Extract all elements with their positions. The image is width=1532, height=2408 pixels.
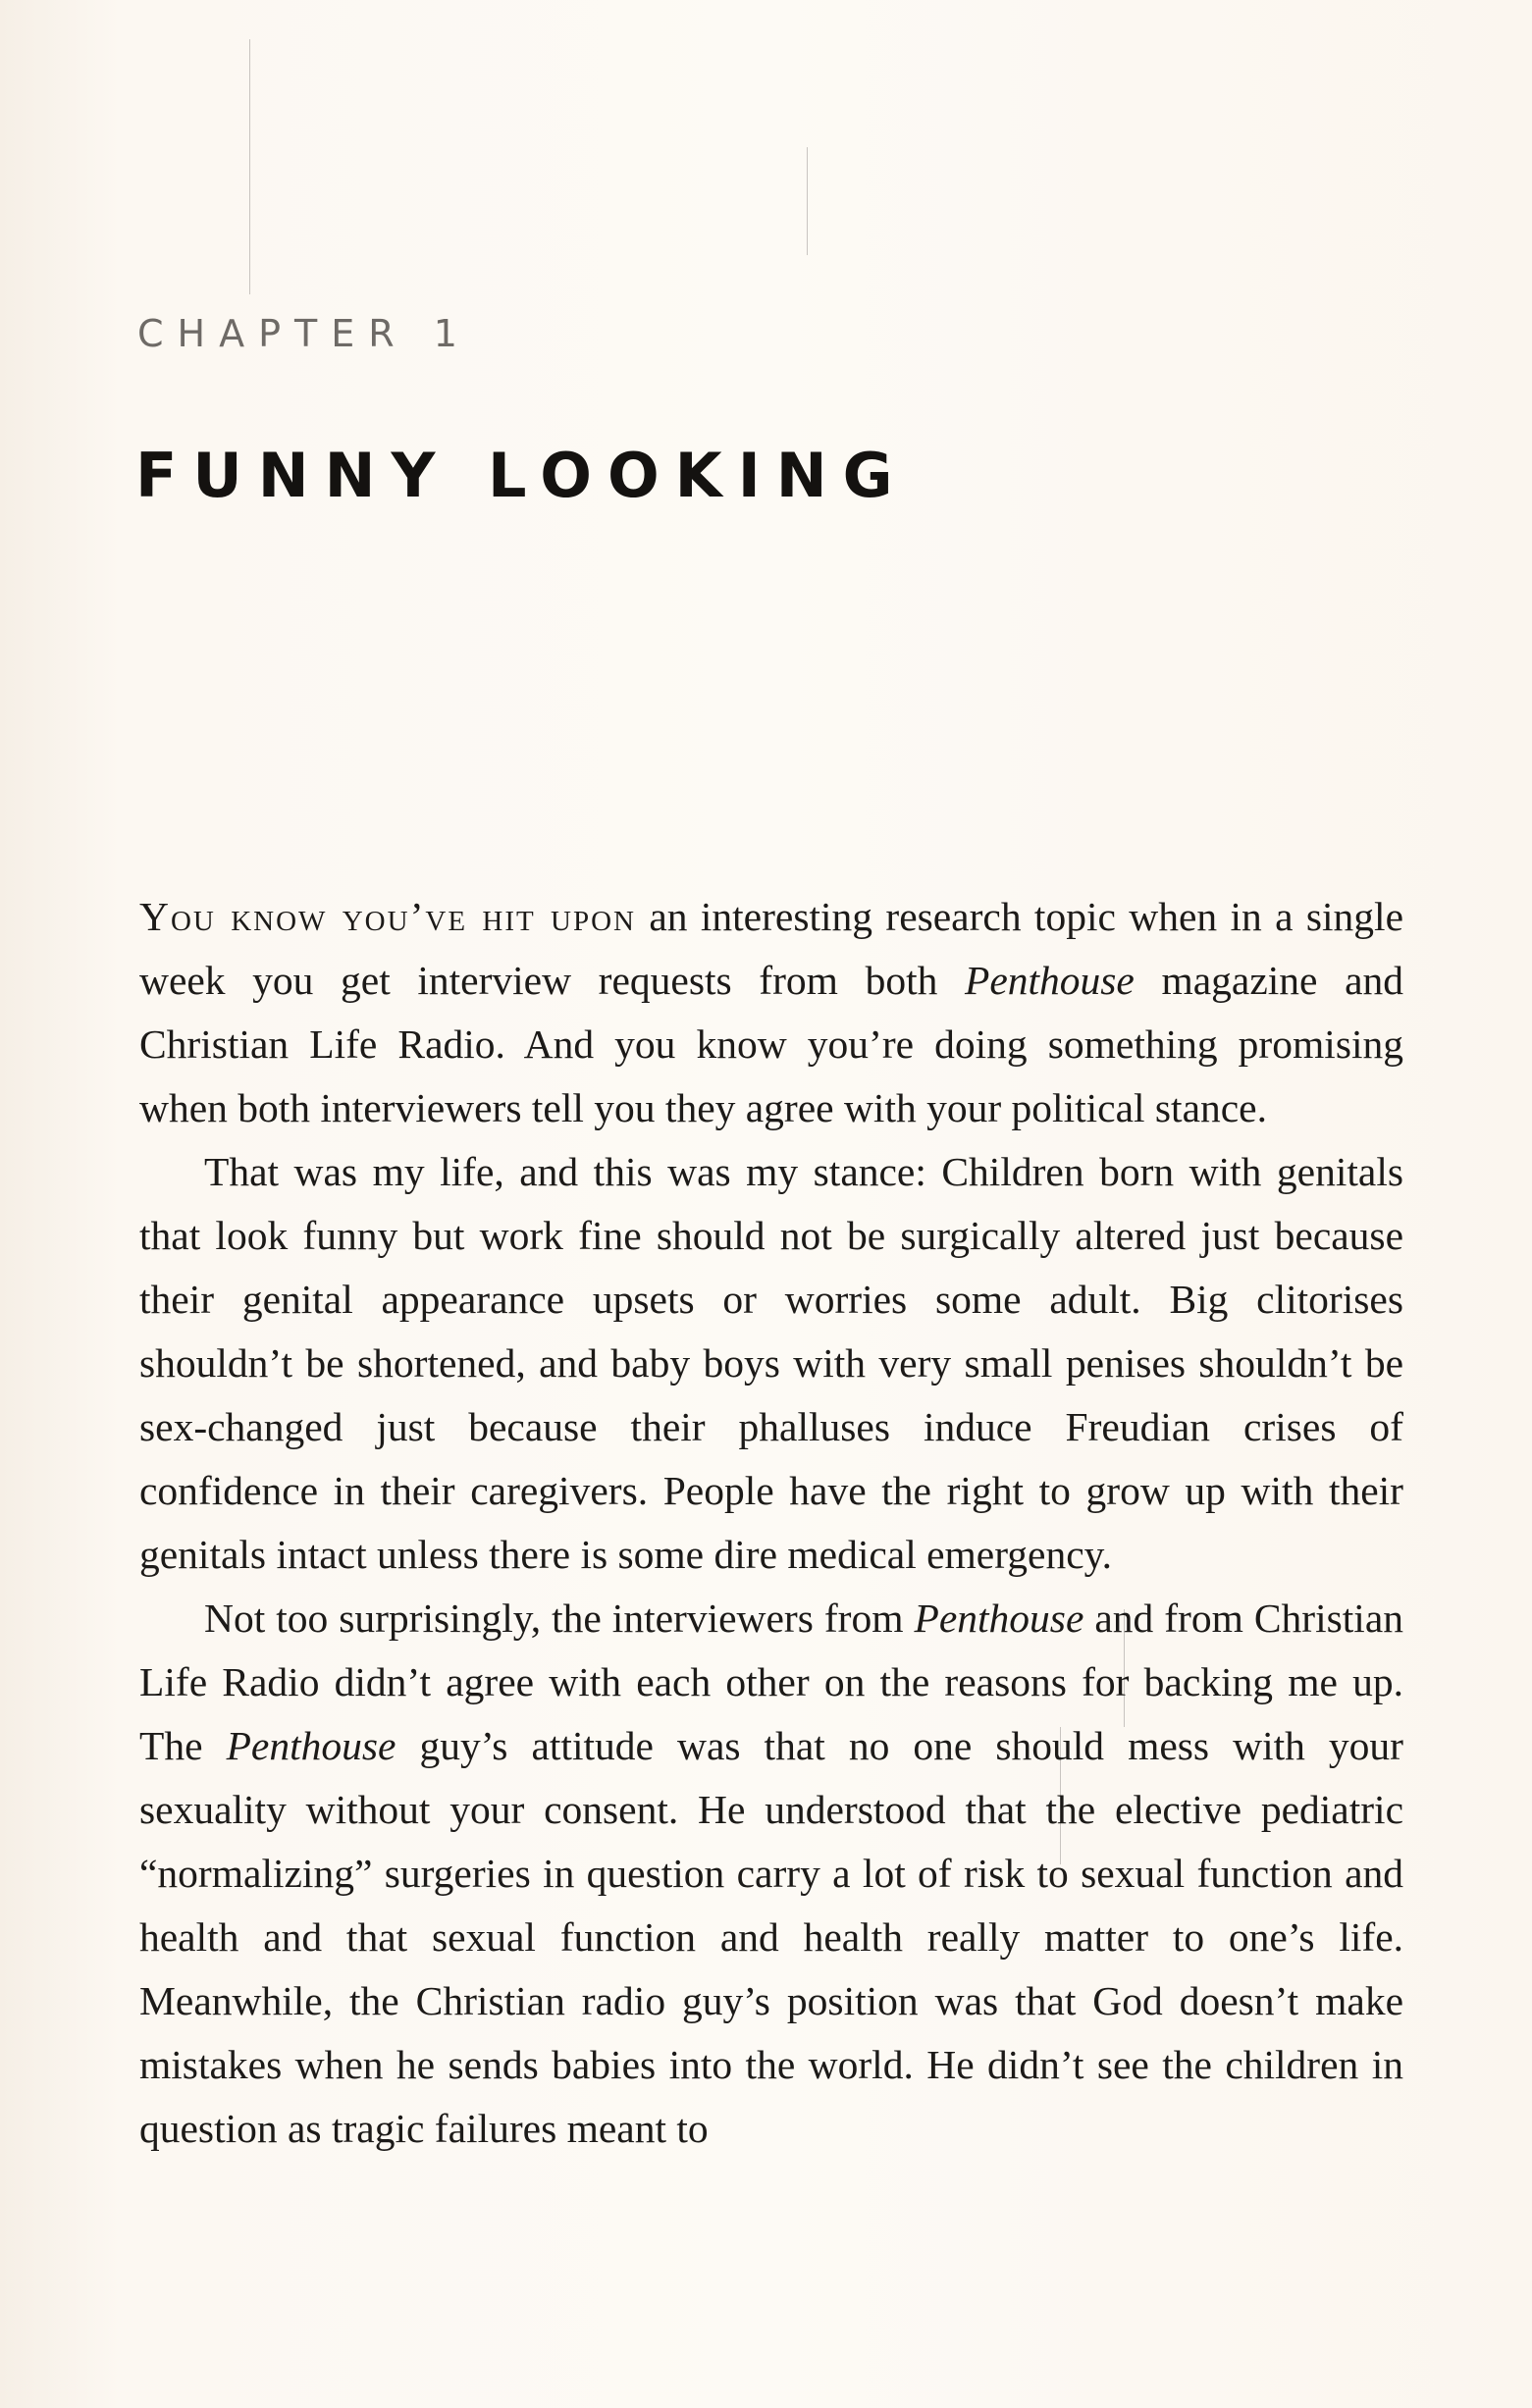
body-paragraph (139, 1140, 1403, 1587)
chapter-body (139, 885, 1403, 2161)
italic-text: Penthouse (226, 1723, 396, 1768)
paragraph-text: guy’s attitude was that no one should mess with your sexuality without your consent. He understood that the elective pediatric “normalizing” surgeries in question carry a lot of risk to sexual function and health and that sexual function and health really matter to one’s life. Meanwhile, the Christian radio guy’s position was that God doesn’t make mistakes when he sends babies into the world. He didn’t see the children in question as tragic failures meant to (139, 1723, 1404, 2151)
scan-artifact-line (249, 39, 250, 294)
chapter-title: FUNNY LOOKING (135, 440, 909, 511)
body-paragraph (139, 1587, 1403, 2161)
paragraph-text: magazine and Christian Life Radio. And you know you’re doing something promising when both interviewers tell you they agree with your political stance. (139, 958, 1403, 1130)
italic-text: Penthouse (964, 958, 1135, 1003)
paragraph-lead-in: You know you’ve hit upon (139, 894, 636, 939)
paragraph-text: and from Christian Life Radio didn’t agree with each other on the reasons for backing me up. The (139, 1596, 1404, 1768)
body-paragraph (139, 885, 1403, 1140)
paragraph-text: That was my life, and this was my stance: Children born with genitals that look funny but work fine should not be surgically altered just because their genital appearance upsets or worries some adult. Big clitorises shouldn’t be shortened, and baby boys with very small penises shouldn’t be sex-changed just because their phalluses induce Freudian crises of confidence in their caregivers. People have the right to grow up with their genitals intact unless there is some dire medical emergency. (139, 1149, 1403, 1577)
paragraph-text: Not too surprisingly, the interviewers from (204, 1596, 915, 1641)
paragraph-text: an interesting research topic when in a single week you get interview requests from both (139, 894, 1403, 1003)
italic-text: Penthouse (914, 1596, 1084, 1641)
chapter-label: CHAPTER 1 (137, 312, 471, 355)
scan-artifact-line (807, 147, 808, 255)
